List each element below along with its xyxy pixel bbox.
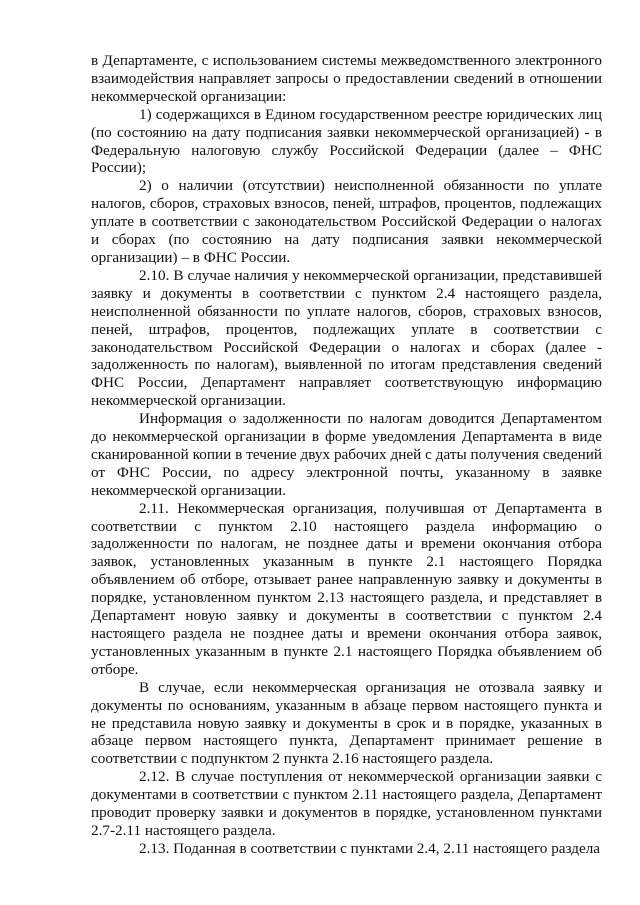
paragraph-tax-debt-info: Информация о задолженности по налогам доводится Департаментом до некоммерческой организации в форме уведомления Департамента в виде сканированной копии в течение двух рабочих дней с даты получения сведений от ФНС России, по адресу электронной почты, указанному в заявке некоммерческой организации. — [91, 410, 602, 499]
paragraph-item-2: 2) о наличии (отсутствии) неисполненной обязанности по уплате налогов, сборов, страховых взносов, пеней, штрафов, процентов, подлежащих уплате в соответствии с законодательством Российской Федерации о налогах и сборах (по состоянию на дату подписания заявки некоммерческой организации) – в ФНС России. — [91, 177, 602, 266]
paragraph-2-13: 2.13. Поданная в соответствии с пунктами 2.4, 2.11 настоящего раздела — [139, 839, 601, 857]
paragraph-2-11: 2.11. Некоммерческая организация, получившая от Департамента в соответствии с пунктом 2.10 настоящего раздела информацию о задолженности по налогам, не позднее даты и времени окончания отбора заявок, установленных указанным в пункте 2.1 настоящего Порядка объявлением об отборе, отзывает ранее направленную заявку и документы в порядке, установленном пунктом 2.13 настоящего раздела, и представляет в Департамент новую заявку и документы в соответствии с пунктом 2.4 настоящего раздела не позднее даты и времени окончания отбора заявок, установленных указанным в пункте 2.1 настоящего Порядка объявлением об отборе. — [91, 499, 602, 678]
paragraph-intro: в Департаменте, с использованием системы межведомственного электронного взаимодействия направляет запросы о предоставлении сведений в отношении некоммерческой организации: — [91, 52, 602, 105]
paragraph-2-10: 2.10. В случае наличия у некоммерческой организации, представившей заявку и документы в соответствии с пунктом 2.4 настоящего раздела, неисполненной обязанности по уплате налогов, сборов, страховых взносов, пеней, штрафов, процентов, подлежащих уплате в соответствии с законодательством Российской Федерации о налогах и сборах (далее - задолженность по налогам), выявленной по итогам представления сведений ФНС России, Департамент направляет соответствующую информацию некоммерческой организации. — [91, 266, 602, 410]
paragraph-2-12: 2.12. В случае поступления от некоммерческой организации заявки с документами в соответствии с пунктом 2.11 настоящего раздела, Департамент проводит проверку заявки и документов в порядке, установленном пунктами 2.7-2.11 настоящего раздела. — [91, 768, 602, 839]
document-page — [91, 52, 602, 858]
paragraph-item-1: 1) содержащихся в Едином государственном реестре юридических лиц (по состоянию на дату подписания заявки некоммерческой организацией) - в Федеральную налоговую службу Российской Федерации (далее – ФНС России); — [91, 105, 602, 177]
paragraph-withdrawal-case: В случае, если некоммерческая организация не отозвала заявку и документы по основаниям, указанным в абзаце первом настоящего пункта и не представила новую заявку и документы в срок и в порядке, указанных в абзаце первом настоящего пункта, Департамент принимает решение в соответствии с подпунктом 2 пункта 2.16 настоящего раздела. — [91, 678, 602, 768]
